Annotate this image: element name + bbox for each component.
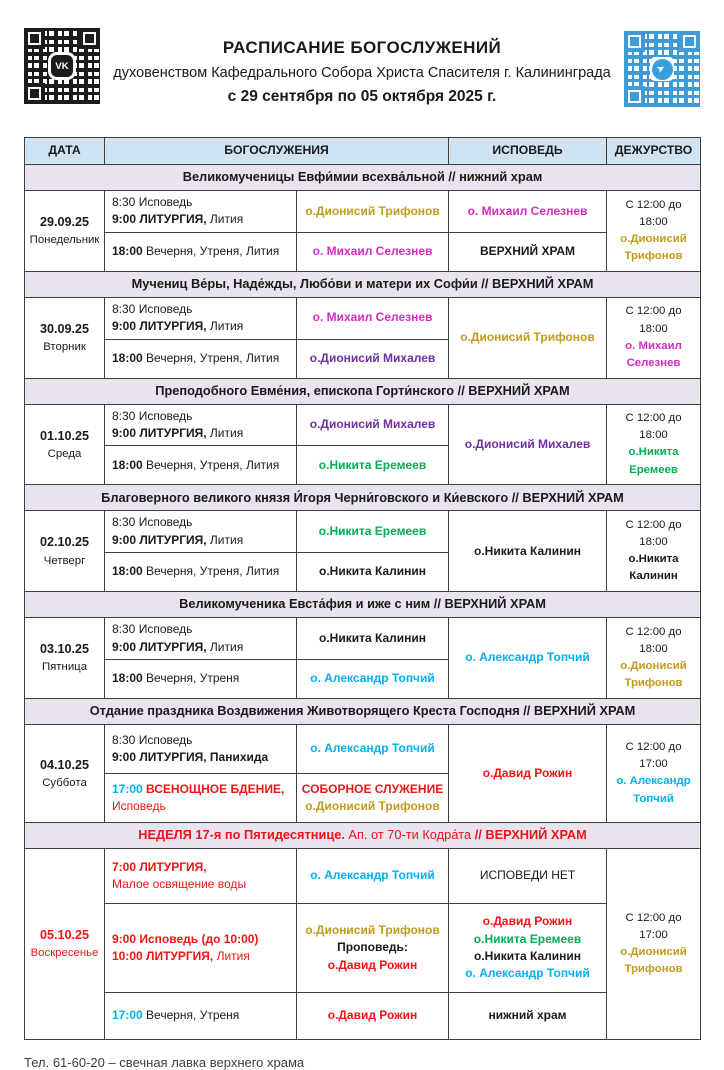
table-row bbox=[25, 903, 701, 992]
duty-cell: С 12:00 до 18:00 о.Дионисий Трифонов bbox=[607, 191, 701, 272]
feast-row-saturday bbox=[25, 698, 701, 724]
confession-cell: о.Никита Калинин bbox=[449, 511, 607, 592]
table-row bbox=[25, 992, 701, 1039]
feast-row-thursday bbox=[25, 485, 701, 511]
duty-cell: С 12:00 до 17:00 о.Дионисий Трифонов bbox=[607, 848, 701, 1039]
weekday-label: Суббота bbox=[42, 776, 87, 789]
table-header-row bbox=[25, 138, 701, 165]
col-header-duty: ДЕЖУРСТВО bbox=[607, 138, 701, 165]
date-value: 29.09.25 bbox=[39, 215, 90, 229]
col-header-confession: ИСПОВЕДЬ bbox=[449, 138, 607, 165]
service-cell: 17:00 Вечерня, Утреня bbox=[105, 992, 297, 1039]
service-cell: 8:30 Исповедь 9:00 ЛИТУРГИЯ, Лития bbox=[105, 511, 297, 553]
feast-row-wednesday bbox=[25, 378, 701, 404]
confession-cell: о.Дионисий Трифонов bbox=[449, 297, 607, 378]
confession-cell: о. Александр Топчий bbox=[449, 618, 607, 699]
confession-cell: о.Дионисий Михалев bbox=[449, 404, 607, 485]
qr-finder-icon bbox=[24, 28, 45, 49]
service-priest-cell: о.Давид Рожин bbox=[297, 992, 449, 1039]
service-priest-cell: о.Никита Калинин bbox=[297, 618, 449, 660]
feast-row-monday bbox=[25, 165, 701, 191]
service-cell: 18:00 Вечерня, Утреня, Лития bbox=[105, 553, 297, 592]
vk-logo-icon: VK bbox=[51, 55, 73, 77]
qr-finder-icon bbox=[679, 31, 700, 52]
feast-title: НЕДЕЛЯ 17-я по Пятидесятнице. Ап. от 70-ти Кодра́та // ВЕРХНИЙ ХРАМ bbox=[25, 822, 701, 848]
feast-title: Отдание праздника Воздвижения Животворящего Креста Господня // ВЕРХНИЙ ХРАМ bbox=[25, 698, 701, 724]
page-subtitle: духовенством Кафедрального Собора Христа Спасителя г. Калининграда bbox=[113, 65, 611, 81]
service-priest-cell: о.Никита Еремеев bbox=[297, 446, 449, 485]
col-header-date: ДАТА bbox=[25, 138, 105, 165]
table-row bbox=[25, 848, 701, 903]
service-priest-cell: о. Александр Топчий bbox=[297, 659, 449, 698]
service-cell: 18:00 Вечерня, Утреня, Лития bbox=[105, 232, 297, 271]
table-row bbox=[25, 191, 701, 233]
telegram-circle bbox=[652, 59, 673, 80]
weekday-label: Четверг bbox=[43, 554, 86, 567]
service-priest-cell: о. Михаил Селезнев bbox=[297, 297, 449, 339]
date-value: 02.10.25 bbox=[39, 535, 90, 550]
service-priest-cell: СОБОРНОЕ СЛУЖЕНИЕ о.Дионисий Трифонов bbox=[297, 773, 449, 822]
weekday-label: Пятница bbox=[41, 661, 88, 674]
weekday-label: Вторник bbox=[43, 341, 86, 354]
service-cell: 7:00 ЛИТУРГИЯ, Малое освящение воды bbox=[105, 848, 297, 903]
duty-cell: С 12:00 до 17:00 о. Александр Топчий bbox=[607, 724, 701, 822]
service-priest-cell: о. Александр Топчий bbox=[297, 848, 449, 903]
page-header bbox=[24, 28, 700, 107]
service-cell: 18:00 Вечерня, Утреня, Лития bbox=[105, 339, 297, 378]
weekday-label: Среда bbox=[47, 447, 82, 460]
feast-title: Великомученицы Евфи́мии всехва́льной // нижний храм bbox=[25, 165, 701, 191]
date-value: 04.10.25 bbox=[39, 757, 90, 772]
service-cell: 8:30 Исповедь 9:00 ЛИТУРГИЯ, Лития bbox=[105, 191, 297, 233]
date-cell bbox=[25, 511, 105, 592]
confession-cell: о. Михаил Селезнев bbox=[449, 191, 607, 233]
service-cell: 8:30 Исповедь 9:00 ЛИТУРГИЯ, Лития bbox=[105, 618, 297, 660]
date-cell bbox=[25, 848, 105, 1039]
table-row bbox=[25, 618, 701, 660]
service-priest-cell: о.Дионисий Трифонов bbox=[297, 191, 449, 233]
telegram-logo-icon bbox=[650, 57, 674, 81]
qr-finder-icon bbox=[624, 86, 645, 107]
service-cell: 18:00 Вечерня, Утреня, Лития bbox=[105, 446, 297, 485]
date-cell bbox=[25, 618, 105, 699]
qr-finder-icon bbox=[79, 28, 100, 49]
service-priest-cell: о.Дионисий Михалев bbox=[297, 339, 449, 378]
service-priest-cell: о.Никита Еремеев bbox=[297, 511, 449, 553]
qr-finder-icon bbox=[24, 83, 45, 104]
vk-qr-code bbox=[24, 28, 100, 104]
table-row bbox=[25, 404, 701, 446]
duty-cell: С 12:00 до 18:00 о. Михаил Селезнев bbox=[607, 297, 701, 378]
service-priest-cell: о. Александр Топчий bbox=[297, 724, 449, 773]
table-row bbox=[25, 724, 701, 773]
telegram-plane-icon: ➤ bbox=[654, 62, 668, 76]
service-priest-cell: о.Никита Калинин bbox=[297, 553, 449, 592]
telegram-qr-code bbox=[624, 31, 700, 107]
title-block bbox=[100, 28, 624, 106]
date-cell bbox=[25, 404, 105, 485]
date-cell bbox=[25, 297, 105, 378]
service-priest-cell: о.Дионисий Михалев bbox=[297, 404, 449, 446]
schedule-table bbox=[24, 137, 701, 1040]
table-row bbox=[25, 511, 701, 553]
confession-cell: о.Давид Рожин bbox=[449, 724, 607, 822]
date-value: 05.10.25 bbox=[39, 928, 90, 943]
service-priest-cell: о. Михаил Селезнев bbox=[297, 232, 449, 271]
duty-cell: С 12:00 до 18:00 о.Никита Еремеев bbox=[607, 404, 701, 485]
date-cell bbox=[25, 724, 105, 822]
duty-cell: С 12:00 до 18:00 о.Никита Калинин bbox=[607, 511, 701, 592]
date-value: 01.10.25 bbox=[39, 428, 90, 443]
col-header-services: БОГОСЛУЖЕНИЯ bbox=[105, 138, 449, 165]
date-value: 30.09.25 bbox=[39, 321, 90, 336]
weekday-label: Понедельник bbox=[29, 234, 100, 247]
feast-title: Благоверного великого князя И́горя Черни́говского и Ки́евского // ВЕРХНИЙ ХРАМ bbox=[25, 485, 701, 511]
feast-title: Преподобного Евме́ния, епископа Горти́нского // ВЕРХНИЙ ХРАМ bbox=[25, 378, 701, 404]
service-cell: 17:00 ВСЕНОЩНОЕ БДЕНИЕ, Исповедь bbox=[105, 773, 297, 822]
confession-cell: ИСПОВЕДИ НЕТ bbox=[449, 848, 607, 903]
service-cell: 8:30 Исповедь 9:00 ЛИТУРГИЯ, Лития bbox=[105, 297, 297, 339]
feast-row-friday bbox=[25, 592, 701, 618]
feast-row-sunday bbox=[25, 822, 701, 848]
duty-cell: С 12:00 до 18:00 о.Дионисий Трифонов bbox=[607, 618, 701, 699]
footer-phone-note: Тел. 61-60-20 – свечная лавка верхнего храма bbox=[24, 1054, 305, 1070]
feast-title: Мучениц Ве́ры, Наде́жды, Любо́ви и матери их Софи́и // ВЕРХНИЙ ХРАМ bbox=[25, 271, 701, 297]
service-cell: 18:00 Вечерня, Утреня bbox=[105, 659, 297, 698]
table-row bbox=[25, 297, 701, 339]
confession-cell: нижний храм bbox=[449, 992, 607, 1039]
date-value: 03.10.25 bbox=[39, 642, 90, 657]
service-cell: 8:30 Исповедь 9:00 ЛИТУРГИЯ, Лития bbox=[105, 404, 297, 446]
page-title: РАСПИСАНИЕ БОГОСЛУЖЕНИЙ bbox=[222, 38, 502, 57]
feast-title: Великомученика Евста́фия и иже с ним // ВЕРХНИЙ ХРАМ bbox=[25, 592, 701, 618]
weekday-label: Воскресенье bbox=[30, 947, 99, 960]
date-range: с 29 сентября по 05 октября 2025 г. bbox=[227, 88, 497, 105]
service-cell: 8:30 Исповедь 9:00 ЛИТУРГИЯ, Панихида bbox=[105, 724, 297, 773]
table-row bbox=[25, 232, 701, 271]
confession-cell: ВЕРХНИЙ ХРАМ bbox=[449, 232, 607, 271]
qr-finder-icon bbox=[624, 31, 645, 52]
service-priest-cell: о.Дионисий Трифонов Проповедь: о.Давид Рожин bbox=[297, 903, 449, 992]
service-cell: 9:00 Исповедь (до 10:00) 10:00 ЛИТУРГИЯ, Лития bbox=[105, 903, 297, 992]
date-cell bbox=[25, 191, 105, 272]
feast-row-tuesday bbox=[25, 271, 701, 297]
confession-cell: о.Давид Рожин о.Никита Еремеев о.Никита Калинин о. Александр Топчий bbox=[449, 903, 607, 992]
